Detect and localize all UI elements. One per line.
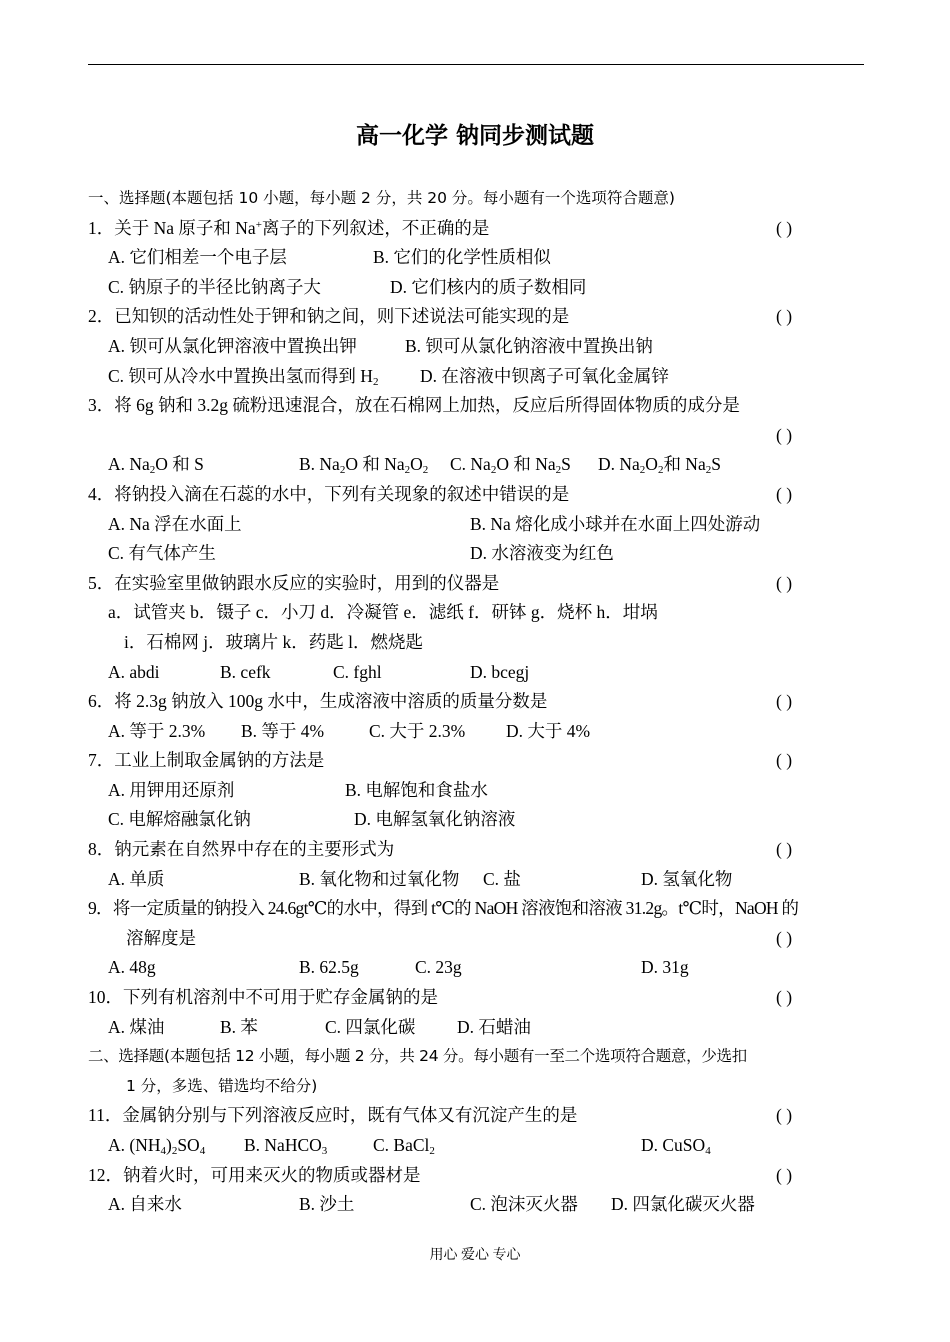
question-2-stem: 2．已知钡的活动性处于钾和钠之间，则下述说法可能实现的是 ( ): [88, 302, 864, 332]
option-d: D. 四氯化碳灭火器: [611, 1194, 755, 1215]
section-2-heading: 二、选择题(本题包括 12 小题，每小题 2 分，共 24 分。每小题有一至二个选项符合题意，少选扣: [88, 1047, 747, 1066]
question-10-options: [88, 1013, 864, 1043]
option-c: C. 钠原子的半径比钠离子大: [108, 276, 321, 297]
answer-bracket: ( ): [776, 1164, 793, 1185]
question-2-options-ab: [88, 332, 864, 362]
answer-bracket: ( ): [776, 987, 793, 1008]
option-c: C. 23g: [415, 957, 462, 978]
header-rule: [88, 64, 864, 65]
option-b: B. 它们的化学性质相似: [373, 247, 551, 268]
option-a: A. 用钾用还原剂: [108, 779, 235, 800]
question-2-options-cd: [88, 362, 864, 392]
option-d: D. 在溶液中钡离子可氧化金属锌: [420, 365, 669, 386]
option-d: D. 电解氢氧化钠溶液: [354, 809, 516, 830]
question-5-options: [88, 658, 864, 688]
option-a: A. 单质: [108, 868, 165, 889]
option-d: D. 石蜡油: [457, 1016, 531, 1037]
option-b: B. 苯: [220, 1016, 258, 1037]
option-c: C. fghl: [333, 661, 382, 682]
answer-bracket: ( ): [776, 424, 793, 445]
answer-bracket: ( ): [776, 691, 793, 712]
question-4-options-ab: [88, 510, 864, 540]
option-a: A. 煤油: [108, 1016, 165, 1037]
option-a: A. $Na_2O$ 和 S: [108, 454, 204, 477]
question-8-stem: 8．钠元素在自然界中存在的主要形式为 ( ): [88, 835, 864, 865]
question-5-items-1: a．试管夹 b．镊子 c．小刀 d．冷凝管 e．滤纸 f．研钵 g．烧杯 h．坩埚: [108, 602, 658, 623]
section-1-heading: 一、选择题(本题包括 10 小题，每小题 2 分，共 20 分。每小题有一个选项符合题意): [88, 189, 675, 207]
answer-bracket: ( ): [776, 572, 793, 593]
option-b: B. 等于 4%: [241, 720, 325, 741]
question-10-stem: 10．下列有机溶剂中不可用于贮存金属钠的是 ( ): [88, 983, 864, 1013]
question-3-bracket-line: [88, 421, 864, 451]
question-6-options: [88, 717, 864, 747]
option-c: C. $Na_2O$ 和 $Na_2S$: [450, 454, 571, 477]
option-d: D. 水溶液变为红色: [470, 543, 614, 564]
option-d: D. 31g: [641, 957, 689, 978]
option-c: C. 电解熔融氯化钠: [108, 809, 251, 830]
question-9-stem: 9．将一定质量的钠投入 24.6gt℃的水中，得到 t℃的 NaOH 溶液饱和溶液 31.2g。t℃时，NaOH 的: [88, 898, 799, 919]
question-9-stem-cont: 溶解度是 ( ): [88, 924, 864, 954]
option-a: A. 它们相差一个电子层: [108, 247, 287, 268]
option-a: A. Na 浮在水面上: [108, 513, 242, 534]
answer-bracket: ( ): [776, 839, 793, 860]
answer-bracket: ( ): [776, 306, 793, 327]
option-a: A. 48g: [108, 957, 156, 978]
option-b: B. 电解饱和食盐水: [345, 779, 488, 800]
option-b: B. Na 熔化成小球并在水面上四处游动: [470, 513, 761, 534]
question-4-stem: 4．将钠投入滴在石蕊的水中，下列有关现象的叙述中错误的是 ( ): [88, 480, 864, 510]
answer-bracket: ( ): [776, 1105, 793, 1126]
question-7-stem: 7．工业上制取金属钠的方法是 ( ): [88, 746, 864, 776]
question-7-options-ab: [88, 776, 864, 806]
answer-bracket: ( ): [776, 483, 793, 504]
option-a: A. 自来水: [108, 1194, 182, 1215]
option-a: A. abdi: [108, 661, 160, 682]
option-c: C. 泡沫灭火器: [470, 1194, 578, 1215]
option-d: D. 大于 4%: [506, 720, 591, 741]
option-a: A. $(NH_4)_2SO_4$: [108, 1135, 206, 1157]
option-c: C. BaCl$_2$: [373, 1135, 435, 1157]
option-d: D. 氢氧化物: [641, 868, 733, 889]
question-6-stem: 6．将 2.3g 钠放入 100g 水中，生成溶液中溶质的质量分数是 ( ): [88, 687, 864, 717]
question-1-options-ab: [88, 243, 864, 273]
option-c: C. 钡可从冷水中置换出氢而得到 $H_2$: [108, 365, 379, 388]
option-d: D. $Na_2O_2$和 $Na_2S$: [598, 454, 721, 477]
question-9-options: [88, 953, 864, 983]
question-4-options-cd: [88, 539, 864, 569]
section-2-heading-cont: 1 分，多选、错选均不给分): [126, 1076, 318, 1095]
option-c: C. 大于 2.3%: [369, 720, 466, 741]
question-7-options-cd: [88, 805, 864, 835]
question-11-options: [88, 1131, 864, 1161]
option-a: A. 钡可从氯化钾溶液中置换出钾: [108, 335, 357, 356]
option-c: C. 有气体产生: [108, 543, 216, 564]
question-1-options-cd: [88, 273, 864, 303]
option-d: D. 它们核内的质子数相同: [390, 276, 587, 297]
question-1-stem: 1．关于 Na 原子和 Na+离子的下列叙述，不正确的是 ( ): [88, 214, 864, 244]
page-title: 高一化学 钠同步测试题: [355, 123, 594, 149]
option-b: B. $Na_2O$ 和 $Na_2O_2$: [299, 454, 429, 477]
page-footer: 用心 爱心 专心: [429, 1248, 521, 1263]
question-8-options: [88, 865, 864, 895]
question-5-stem: 5．在实验室里做钠跟水反应的实验时，用到的仪器是 ( ): [88, 569, 864, 599]
option-b: B. 沙土: [299, 1194, 355, 1215]
exam-content: [88, 184, 864, 1220]
answer-bracket: ( ): [776, 927, 793, 948]
option-c: C. 四氯化碳: [325, 1016, 416, 1037]
option-b: B. cefk: [220, 661, 271, 682]
option-a: A. 等于 2.3%: [108, 720, 206, 741]
question-12-stem: 12．钠着火时，可用来灭火的物质或器材是 ( ): [88, 1161, 864, 1191]
question-12-options: [88, 1190, 864, 1220]
option-d: D. bcegj: [470, 661, 530, 682]
question-5-items-2: i．石棉网 j．玻璃片 k．药匙 l．燃烧匙: [124, 631, 423, 652]
option-b: B. 钡可从氯化钠溶液中置换出钠: [405, 335, 653, 356]
option-c: C. 盐: [483, 868, 521, 889]
option-b: B. 氧化物和过氧化物: [299, 868, 460, 889]
answer-bracket: ( ): [776, 217, 793, 238]
answer-bracket: ( ): [776, 750, 793, 771]
option-b: B. NaHCO$_3$: [244, 1135, 328, 1157]
option-d: D. CuSO$_4$: [641, 1135, 711, 1157]
question-11-stem: 11．金属钠分别与下列溶液反应时，既有气体又有沉淀产生的是 ( ): [88, 1101, 864, 1131]
question-3-options: [88, 450, 864, 480]
option-b: B. 62.5g: [299, 957, 359, 978]
question-3-stem: 3．将 6g 钠和 3.2g 硫粉迅速混合，放在石棉网上加热，反应后所得固体物质的成分是: [88, 395, 740, 416]
